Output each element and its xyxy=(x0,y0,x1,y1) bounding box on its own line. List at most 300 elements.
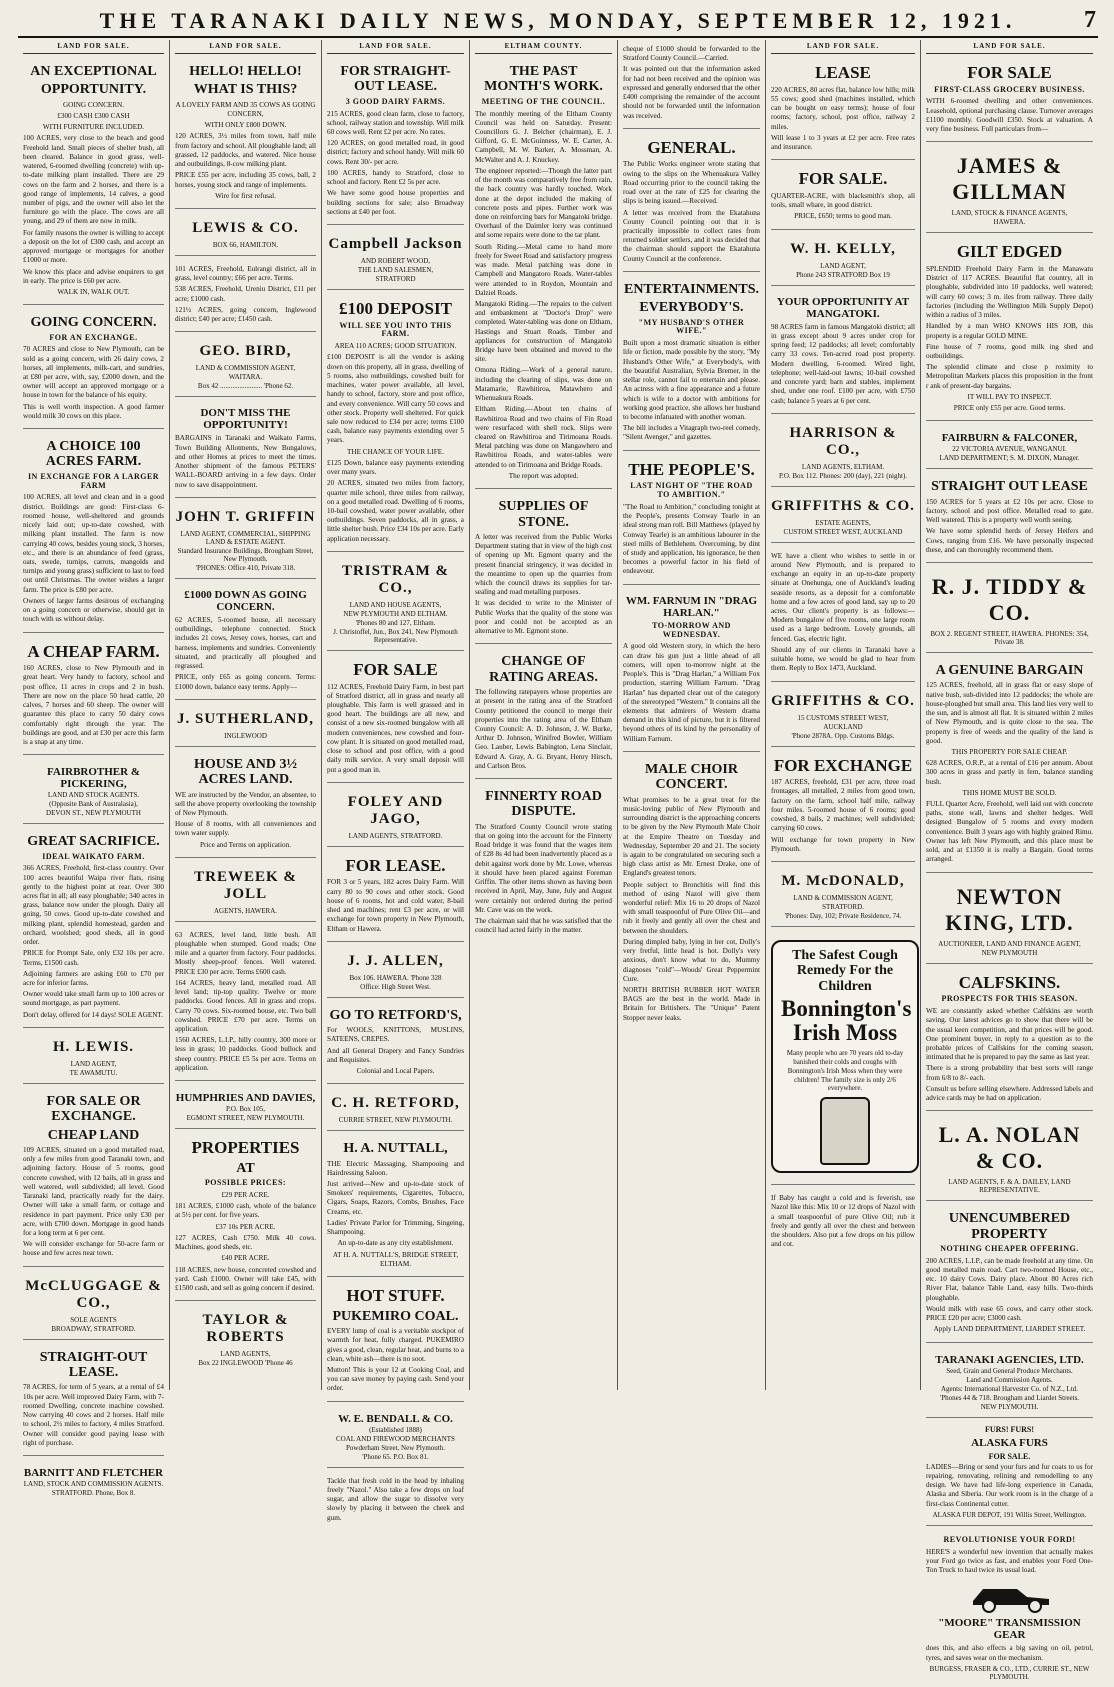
ad-text: A letter was received from the Public Works Department stating that in view of the high cost of opening up Mt. Egmont quarry and the present financial stringency, it was decided in the meantime to open up the quarries from which the council draws its supplies for tar-sealing and road metalling purposes. xyxy=(475,532,612,597)
column-header: LAND FOR SALE. xyxy=(771,40,915,54)
advertisement xyxy=(23,828,164,1028)
advertiser-address: CURRIE STREET, NEW PLYMOUTH. xyxy=(338,1116,453,1125)
ad-text: Should any of our clients in Taranaki have a suitable home, we would be glad to hear from them. Reply to Box 1473, Auckland. xyxy=(771,645,915,673)
advertiser-name: FAIRBROTHER & PICKERING, xyxy=(47,766,140,791)
advertiser-address: LAND & COMMISSION AGENT, xyxy=(195,364,296,373)
ad-heading: STRAIGHT OUT LEASE xyxy=(931,479,1088,495)
ad-text: WALK IN, WALK OUT. xyxy=(57,287,130,296)
advertiser-name: GEO. BIRD, xyxy=(199,343,292,360)
ad-text: AT H. A. NUTTALL'S, BRIDGE STREET, ELTHAM. xyxy=(332,1250,459,1268)
ad-text: PRICE, only £65 as going concern. Terms: £1000 down, balance easy terms. Apply— xyxy=(175,673,316,691)
ford-title: REVOLUTIONISE YOUR FORD! xyxy=(943,1534,1076,1544)
advertisement xyxy=(623,455,760,585)
ad-heading: HOUSE AND 3½ ACRES LAND. xyxy=(193,756,298,788)
advertiser-name: TAYLOR & ROBERTS xyxy=(202,1312,289,1346)
ad-text: EVERY lump of coal is a veritable stockpot of warmth for heat, fully charged. PUKEMIRO gives a good, clean, regular heat, and burns to a clean, white ash—there is no soot. xyxy=(327,1327,464,1363)
ad-text: £300 CASH £300 CASH xyxy=(57,112,130,120)
advertisement xyxy=(926,877,1093,964)
advertiser-address: THE LAND SALESMEN, xyxy=(357,265,434,274)
ad-heading: CHANGE OF RATING AREAS. xyxy=(489,654,598,685)
column-1 xyxy=(18,40,170,1497)
ad-text: 78 ACRES, for term of 5 years, at a rental of £4 10s per acre. Well improved Dairy Farm, with 7-roomed Dwelling, concrete machine cowshed. Now carrying 40 cows and 2 horses. Half mile to school, 2½ miles to factory, 4 miles Stratford. Owner will consider good paying lease with right of purchase. xyxy=(23,1383,164,1447)
ad-text: Consult us before selling elsewhere. Addressed labels and advice cards may be had on application. xyxy=(926,1084,1093,1103)
advertisement xyxy=(23,1344,164,1456)
advertiser-name: GRIFFITHS & CO. xyxy=(771,497,915,514)
ad-text: 120 ACRES, on good metalled road, in good district; factory and school handy. Will milk 60 cows. Rent 30/- per acre. xyxy=(327,139,464,166)
irish-moss-tagline: The Safest Cough Remedy For the Children xyxy=(792,948,898,994)
advertiser-address: LAND AGENT, COMMERCIAL, SHIPPING LAND & ESTATE AGENT. xyxy=(180,529,311,546)
ad-text: We have some good house properties and building sections for sale; also Broadway sections at £40 per foot. xyxy=(327,189,464,216)
ad-text: It was pointed out that the information asked for had not been received and the opinion was expressed and generally endorsed that the other £400 comprising the remainder of the account should not be forwarded until the information was received. xyxy=(623,65,760,120)
ad-text: South Riding.—Metal came to hand more freely for Sweet Road and satisfactory progress was made. Metal patching was done in Campbell and Mangatoro Roads. Water-tables were attended to in Roydon, Mountain and Dalziel Roads. xyxy=(475,242,612,297)
ad-text: Fine house of 7 rooms, good milk ing shed and outbuildings. xyxy=(926,342,1093,361)
advertiser-address: Land and Commission Agents. xyxy=(966,1375,1053,1384)
ad-text: Omona Riding.—Work of a general nature, including the clearing of slips, was done on Matamarie, Rawhitiroa, Matawhero and Whenuakura Roads. xyxy=(475,366,612,403)
advertisement xyxy=(926,1530,1093,1687)
advertiser-address: LAND AGENT, xyxy=(820,261,866,270)
ad-text: 160 ACRES, close to New Plymouth and in great heart. Very handy to factory, school and post office, 11 acres in crops and 2 in bush. There are now on the place 50 head cattle, 20 calves, 7 horses and 60 sheep. The owner will guarantee this place to carry 50 dairy cows comfortably right through the year. The buildings are good, and at £30 per acre this farm is a snap at any time. xyxy=(23,664,164,746)
furs-text: LADIES—Bring or send your furs and fur coats to us for repairing, renovating, relining and remodelling to any design. We have had life-long experience in Canada, Alaska and Siberia. Our work room is in the charge of a first-class Continental cutter. xyxy=(926,1462,1093,1508)
advertiser-name: LEWIS & CO. xyxy=(192,219,299,236)
ad-heading: 3 GOOD DAIRY FARMS. xyxy=(345,96,446,106)
advertiser-name: TARANAKI AGENCIES, LTD. xyxy=(935,1353,1084,1366)
advertiser-name: R. J. TIDDY & CO. xyxy=(931,574,1088,626)
advertisement xyxy=(175,1305,316,1373)
ad-text: 100 ACRES, very close to the beach and good Freehold land. Small pieces of shelter bush, all been cleared. Balance in good grass, well-watered, 6-roomed dwelling (concrete) with up-to-date milking plant installed. There are 29 cows on the farm and 2 horses, and there is a good range of implements, 14 calves, a good number of pigs, and the owner will also let the furniture go with the place. The cows are all young, and 29 of them are now in milk. xyxy=(23,134,164,226)
ad-heading: ENTERTAINMENTS. xyxy=(624,281,759,297)
advertiser-name: W. H. KELLY, xyxy=(790,240,896,257)
ad-text: Built upon a most dramatic situation is either life or fiction, made possible by the story, "My Husband's Other Wife," at Everybody's, with the beautiful Australian, Sylvia Bremer, in the stellar role, cannot fail to entertain and please. An actress with a fine appearance and a future which is wife to a doctor with ambitions for working good practice, she allows her husband to become infatuated with another woman. xyxy=(623,339,760,421)
ad-text: Owners of larger farms desirous of exchanging on a going concern or otherwise, should get in touch with us without delay. xyxy=(23,596,164,624)
advertiser-name: TRISTRAM & CO., xyxy=(341,562,450,596)
advertisement xyxy=(327,58,464,225)
column-header: ELTHAM COUNTY. xyxy=(475,40,612,54)
advertiser-name: TREWEEK & JOLL xyxy=(194,868,297,902)
advertiser-name: McCLUGGAGE & CO., xyxy=(25,1277,162,1311)
advertisement xyxy=(175,58,316,209)
ad-text: Mangatoki Riding.—The repairs to the culvert and embankment at "Doctor's Drop" were completed. Water-tabling was done on Eltham, Hastings and Stuart Roads. Timber and appliances for construction of Mangatoki Bridge have been obtained and moved to the site. xyxy=(475,299,612,364)
advertiser-name: JAMES & GILLMAN xyxy=(952,153,1067,205)
column-4 xyxy=(470,40,618,1390)
ad-heading: HOT STUFF. xyxy=(346,1286,445,1306)
advertiser-address: Box 22 INGLEWOOD 'Phone 46 xyxy=(198,1359,293,1368)
advertisement xyxy=(23,309,164,429)
advertiser-name: L. A. NOLAN & CO. xyxy=(938,1122,1081,1174)
ford-product-name: "MOORE" TRANSMISSION GEAR xyxy=(938,1617,1081,1642)
advertisement xyxy=(327,1406,464,1468)
ad-text: There is a strong probability that best sorts will range from 6/8 to 8/- each. xyxy=(926,1064,1093,1082)
advertiser-address: LAND, STOCK & FINANCE AGENTS, xyxy=(951,209,1068,218)
advertiser-address: LAND DEPARTMENT; S. M. DIXON, Manager. xyxy=(939,454,1080,463)
ford-address: BURGESS, FRASER & CO., LTD., CURRIE ST., NEW PLYMOUTH. xyxy=(929,1664,1090,1681)
advertiser-address: 'Phone 2878A. Opp. Customs Bldgs. xyxy=(791,731,895,740)
ad-text: 200 ACRES, L.I.P., can be made freehold at any time. On good metalled main road. Cart two-roomed House, etc., etc. 10 dairy Cows. Dairy place. About 80 Acres rich River Flat, balance Table Land, easy hills. Two-thirds ploughable. xyxy=(926,1256,1093,1302)
advertiser-address: TE AWAMUTU. xyxy=(69,1068,118,1077)
ad-heading: WM. FARNUM IN "DRAG HARLAN." xyxy=(625,594,758,619)
advertiser-address: WAITARA. xyxy=(228,373,263,382)
advertiser-address: LAND AGENTS, ELTHAM. xyxy=(801,462,885,471)
advertisement xyxy=(475,783,612,942)
ad-text: Would milk with ease 65 cows, and carry other stock. PRICE £20 per acre; £3000 cash. xyxy=(926,1304,1093,1323)
ad-text: 127 ACRES, Cash £750. Milk 40 cows. Machines, good sheds, etc. xyxy=(175,1233,316,1252)
advertiser-address: Box 106. HAWERA. 'Phone 328 xyxy=(349,973,442,982)
advertiser-address: (Opposite Bank of Australasia), xyxy=(49,800,138,809)
advertisement xyxy=(475,648,612,779)
ad-heading: "MY HUSBAND'S OTHER WIFE." xyxy=(638,317,745,336)
ad-text: Adjoining farmers are asking £60 to £70 per acre for inferior farms. xyxy=(23,969,164,987)
advertisement xyxy=(327,787,464,847)
irish-moss-brand: Bonnington's Irish Moss xyxy=(781,996,912,1046)
advertiser-address: LAND AGENTS, xyxy=(220,1350,271,1359)
ad-text: Don't delay, offered for 14 days! SOLE AGENT. xyxy=(23,1010,164,1019)
advertiser-address: LAND AGENTS, F. & A. DAILEY, LAND REPRESENTATIVE. xyxy=(948,1178,1071,1195)
advertiser-address: 'PHONES: Office 410, Private 318. xyxy=(195,563,296,572)
advertisement xyxy=(771,491,915,543)
advertiser-address: BOX 2. REGENT STREET, HAWERA. PHONES: 354, Private 38. xyxy=(930,630,1089,647)
advertiser-name: NEWTON KING, LTD. xyxy=(945,883,1074,935)
ad-text: Mutton! This is your 12 at Cooking Coal, and you can save money by paying cash. Send your order. xyxy=(327,1365,464,1393)
advertisement xyxy=(175,260,316,332)
advertiser-address: COAL AND FIREWOOD MERCHANTS xyxy=(336,1434,455,1443)
advertiser-address: AGENTS, HAWERA. xyxy=(213,906,278,915)
ad-text: 181 ACRES, £1000 cash, whole of the balance at 5½ per cent. for five years. xyxy=(175,1202,316,1220)
advertisement xyxy=(327,229,464,290)
ad-heading: FOR SALE xyxy=(967,63,1052,82)
ad-text: The chairman said that he was satisfied that the council had acted fairly in the matter. xyxy=(475,917,612,935)
ad-text: The bill includes a Vitagraph two-reel comedy, "Silent Avenger," and gazettes. xyxy=(623,424,760,442)
advertiser-address: BOX 66, HAMILTON. xyxy=(212,240,279,249)
ad-text: 538 ACRES, Freehold, Ureniu District, £11 per acre; £1000 cash. xyxy=(175,285,316,303)
advertiser-address: Standard Insurance Buildings, Brougham Street, New Plymouth. xyxy=(177,546,314,563)
furs-heading: FURS! FURS! xyxy=(984,1424,1035,1434)
ad-text: The Stratford County Council wrote stating that on going into the account for the Finnerty Road bridge it was found that the wages item of £28 8s 4d had been inadvertently placed as a debit against work done by Mr. Lowe, whereas it should have been placed against Foreman Griffin. The other items shown as having been received in April, May, June, July and August were certainly not ordered during the period Mr. Cave was on the work. xyxy=(475,822,612,914)
advertiser-address: LAND AND HOUSE AGENTS, xyxy=(349,600,442,609)
advertiser-address: (Established 1888) xyxy=(369,1425,422,1434)
irish-moss-copy: Many people who are 70 years old to-day banished their colds and coughs with Bonnington's Irish Moss when they were children! The family size is only 2/6 everywhere. xyxy=(786,1049,904,1093)
ad-text: A letter was received from the Ekatahuna County Council pointing out that it is practically impossible to collect rates from returned soldier settlers, and it was decided that the chairman should support the Ekatahuna County Council at the conference. xyxy=(623,208,760,263)
ad-text: It was decided to write to the Minister of Public Works that the quality of the stone was poor and could not be accepted as an alternative to Mt. Egmont stone. xyxy=(475,599,612,636)
ad-heading: NOTHING CHEAPER OFFERING. xyxy=(940,1244,1079,1254)
advertiser-address: DEVON ST., NEW PLYMOUTH xyxy=(46,809,141,818)
ad-text: The splendid climate and close p roximity to Metropolitan Markets places this proposition in the front r ank of present-day bargains. xyxy=(926,363,1093,390)
ad-text: WE are constantly asked whether Calfskins are worth saving. Our latest advices go to show that there will be the usual keen competition, and that prices will be good. One prominent buyer, in reply to a question as to the probable prices of Calfskins for the coming season, intimated that he is prepared to pay the same as last year. xyxy=(926,1007,1093,1062)
advertiser-address: STRATFORD xyxy=(375,274,416,283)
advertiser-address: 'Phones 44 & 718. Brougham and Liardet Streets. xyxy=(939,1393,1080,1402)
ad-text: The following ratepayers whose properties are at present in the rating area of the Stratford County petitioned the council to merge their properties into the rating area of the Eltham County Council: A. D. Johnson, J. W. Burke, Arthur D. Johnson, Winifred Bowler, William Geo. Lauber, Lewis Babington, Lena Sinclair, Edward A. Gray, A. G. Bryant, Henry Hirsch, and Carlson Bros. xyxy=(475,688,612,770)
newspaper-columns xyxy=(18,40,1098,1681)
ad-heading: THE PEOPLE'S. xyxy=(628,459,755,479)
ad-text: Owner would take small farm up to 100 acres or sound mortgage, as part payment. xyxy=(23,990,164,1008)
ad-text: PRICE, £650; terms to good man. xyxy=(794,212,892,221)
ad-heading: HELLO! HELLO! xyxy=(189,64,302,79)
ad-text: And all General Drapery and Fancy Sundries and Requisites. xyxy=(327,1046,464,1064)
advertisement xyxy=(23,759,164,824)
ad-heading: FOR STRAIGHT-OUT LEASE. xyxy=(340,64,451,95)
ad-text: We know this place and advise enquirers to get in early. The price is £60 per acre. xyxy=(23,267,164,285)
ad-text: 112 ACRES, Freehold Dairy Farm, in best part of Stratford district, all in grass and nearly all ploughable. This farm is well grassed and in good heart. The buildings are all new, and consist of a new six-roomed bungalow with all modern conveniences, new cowshed and four-cow plant. It is situated on good metalled road, close to school and post office, with a good daily milk service. A very small deposit will put a good man in. xyxy=(327,682,464,774)
advertiser-address: LAND & COMMISSION AGENT, xyxy=(793,894,893,902)
advertisement xyxy=(175,401,316,498)
ad-text: Will exchange for town property in New Plymouth. xyxy=(771,835,915,853)
column-7 xyxy=(921,40,1098,1681)
advertiser-name: JOHN T. GRIFFIN xyxy=(175,508,316,525)
ad-heading: GILT EDGED xyxy=(956,242,1063,262)
ad-text: IT WILL PAY TO INSPECT. xyxy=(967,392,1052,401)
ad-text: 98 ACRES farm in famous Mangatoki district; all in grass except about 9 acres under crop for spring feed; 12 paddocks; all level; comfortably carry 33 cows. Ten-acred road post property. Modern dwelling, 6-roomed. Wired light, telephone; well-laid-out lawns; 10-bail cowshed and concrete yard; barn and stables, implement shed, under one roof. £100 per acre, with £750 cash; balance 5 years at 6 per cent. xyxy=(771,322,915,405)
ad-heading: FOR SALE xyxy=(353,659,438,679)
medicine-bottle-icon xyxy=(820,1097,870,1165)
ad-text: A LOVELY FARM AND 35 COWS AS GOING CONCERN, xyxy=(175,100,316,118)
advertiser-address: NEW PLYMOUTH AND ELTHAM. xyxy=(343,609,448,618)
ad-text: AREA 110 ACRES; GOOD SITUATION. xyxy=(334,342,457,351)
ad-text: Tackle that fresh cold in the head by inhaling freely "Nazol." Also take a few drops on loaf sugar, and allow the sugar to dissolve very slowly by placing it between the cheek and gum. xyxy=(327,1476,464,1522)
masthead xyxy=(18,6,1098,38)
advertiser-address: NEW PLYMOUTH xyxy=(981,948,1038,957)
ad-heading: FOR AN EXCHANGE. xyxy=(49,332,138,342)
motor-car-icon xyxy=(965,1579,1055,1613)
ad-text: Colonial and Local Papers. xyxy=(356,1067,435,1075)
ad-text: Will lease 1 to 3 years at £2 per acre. Free rates and insurance. xyxy=(771,133,915,151)
advertisement xyxy=(327,556,464,651)
ad-text: People subject to Bronchitis will find this method of using Nazol will give them wonderful relief: Mix 16 to 20 drops of Nazol with small teaspoonful of Pure Olive Oil—and rub it freely and gently all over the chest and between the shoulders. xyxy=(623,880,760,935)
ad-text: This is well worth inspection. A good farmer would milk 30 cows on this place. xyxy=(23,402,164,420)
advertiser-name: M. McDONALD, xyxy=(781,873,905,889)
ad-text: 109 ACRES, situated on a good metalled road, only a few miles from good Taranaki town, and adjoining factory. House of 5 rooms, good concrete cowshed, with 12 bails, all in grass and well watered, well subdivided; all level. Good Taranaki land, practically ready for the dairy. Owner will take a small farm, or cottage and residence in part payment. Price only £30 per acre, with £700 down. Mortgage in good hands for a long term at 6 per cent. xyxy=(23,1146,164,1238)
advertisement xyxy=(23,1460,164,1503)
ad-text: 1560 ACRES, L.I.P., hilly country, 300 more or less in grass; 10 paddocks. Good bullock and sheep country. PRICE £5 5s per acre. Terms on application. xyxy=(175,1036,316,1072)
ad-heading: THE PAST MONTH'S WORK. xyxy=(484,64,603,95)
advertiser-address: Seed, Grain and General Produce Merchants. xyxy=(946,1366,1073,1375)
ad-text: 220 ACRES, 80 acres flat, balance low hills; milk 55 cows; good shed (machines installed, which can be bought on easy terms); house of four rooms; factory, school, post office, railway 2 miles. xyxy=(771,85,915,131)
advertisement xyxy=(771,866,915,927)
ad-heading: IN EXCHANGE FOR A LARGER FARM xyxy=(27,471,160,490)
advertisement xyxy=(771,234,915,286)
ad-text: WE are instructed by the Vendor, an absentee, to sell the above property overlooking the township of New Plymouth. xyxy=(175,790,316,817)
advertiser-address: LAND AGENT, xyxy=(70,1059,117,1068)
advertisement xyxy=(926,473,1093,563)
column-header: LAND FOR SALE. xyxy=(23,40,164,54)
advertisement xyxy=(771,418,915,487)
ad-text: THE Electric Massaging, Shampooing and Hairdressing Saloon. xyxy=(327,1159,464,1177)
advertisement xyxy=(623,40,760,129)
ad-text: A good old Western story, in which the hero can draw his gun just a little ahead of all comers, will open to-morrow night at the People's. This is "Drag Harlan," a William Fox production, starring William Farnum. "Drag Harlan" has departed clear out of the category of the stereotyped "Western." It contains all the elements that admirers of Western drama demand in this kind of picture, but it is filtered beyond others of its kind by the personality of William Farnum. xyxy=(623,642,760,743)
ad-text: What promises to be a great treat for the music-loving public of New Plymouth and surrounding district is the approaching concerts to be given by the New Plymouth Male Choir at the Empire Theatre on Tuesday and Wednesday, September 20 and 21. The society is again to be congratulated on securing such a high class artist as Mr. Ernest Drake, one of England's greatest tenors. xyxy=(623,795,760,878)
advertisement xyxy=(327,294,464,552)
ad-text: THIS PROPERTY FOR SALE CHEAP. xyxy=(951,747,1068,756)
ad-heading: GO TO RETFORD'S, xyxy=(329,1007,462,1023)
advertisement xyxy=(926,146,1093,233)
ad-heading: CALFSKINS. xyxy=(958,972,1061,992)
ad-text: The Public Works engineer wrote stating that owing to the slips on the Whenuakura Valley Road occurring prior to the council taking the road over at the rate of £25 for clearing the slips is being issued.—Received. xyxy=(623,160,760,206)
ad-text: BARGAINS in Taranaki and Waikato Farms, Town Building Allotments, New Bungalows, and other Homes at prices to meet the times. Another shipment of the famous PETERS' WALL-BOARD arriving in a few days. Order now to save disappointment. xyxy=(175,434,316,489)
advertisement xyxy=(771,547,915,682)
advertisement xyxy=(771,58,915,160)
ad-text: 164 ACRES, heavy land, metalled road. All level land; tip-top quality. Twelve or more paddocks. Good fences. All in grass and crops. Carry 70 cows. Six-roomed house, etc. Two ball cowshed. PRICE £70 per acre. Terms on application. xyxy=(175,978,316,1033)
advertisement xyxy=(23,637,164,756)
ad-text: An up-to-date as any city establishment. xyxy=(337,1239,454,1248)
advertiser-address: INGLEWOOD xyxy=(224,731,267,740)
advertiser-address: CUSTOM STREET WEST, AUCKLAND xyxy=(783,527,903,536)
ad-heading: IDEAL WAIKATO FARM. xyxy=(42,851,145,861)
advertiser-address: Box 42 ........................ 'Phone 62. xyxy=(197,382,294,391)
advertiser-address: J. Christoffel, Jun., Box 241, New Plymouth Representative. xyxy=(333,627,458,644)
ad-text: 125 ACRES, freehold, all in grass flat or easy slope of native bush, sub-divided into 12 paddocks; the whole are house-ploughed but small area. This land lies very well to the sun, and is almost all flat. It is situated within 2 miles of New Plymouth, and is quite close to the sea. The property is free of weeds and the quality of the land is good. xyxy=(926,681,1093,745)
ad-text: 121½ ACRES, going concern, Inglewood district; £40 per acre; £1450 cash. xyxy=(175,305,316,324)
ad-text: 150 ACRES for 5 years at £2 10s per acre. Close to factory, school and post office. Metalled road to gate. Well watered. This is a property well worth seeing. xyxy=(926,497,1093,525)
ad-text: PRICE only £55 per acre. Good terms. xyxy=(953,404,1066,413)
advertiser-address: NEW PLYMOUTH. xyxy=(980,1402,1039,1411)
advertiser-address: LAND AND STOCK AGENTS. xyxy=(47,791,140,800)
advertiser-name: J. J. ALLEN, xyxy=(347,952,444,969)
advertisement xyxy=(771,290,915,414)
advertiser-address: AND ROBERT WOOD, xyxy=(360,256,431,265)
ad-heading: YOUR OPPORTUNITY AT MANGATOKI. xyxy=(776,295,910,320)
furs-name: ALASKA FURS xyxy=(971,1436,1048,1449)
advertisement xyxy=(175,862,316,922)
furs-sub: FOR SALE. xyxy=(988,1451,1031,1461)
advertisement xyxy=(926,1205,1093,1342)
advertisement xyxy=(623,589,760,752)
ad-text: 118 ACRES, new house, concreted cowshed and yard. Cash £1000. Owner will take £45, with £1500 cash, and sell as going concern if desired. xyxy=(175,1265,316,1292)
ad-heading: CHEAP LAND xyxy=(47,1127,140,1143)
ad-text: 63 ACRES, level land, little bush. All ploughable when stumped. Good roads; One mile and a quarter from factory. Four paddocks. Mostly sheep-proof fences. Well watered. PRICE £30 per acre. Terms £600 cash. xyxy=(175,930,316,976)
ad-heading: £100 DEPOSIT xyxy=(339,298,452,318)
ad-text: Handled by a man WHO KNOWS HIS JOB, this property is a regular GOLD MINE. xyxy=(926,322,1093,340)
ad-text: 215 ACRES, good clean farm, close to factory, school, railway station and township. Will milk 60 cows well. Rent £2 per acre. No rates. xyxy=(327,109,464,137)
column-header: LAND FOR SALE. xyxy=(926,40,1093,54)
advertiser-name: H. LEWIS. xyxy=(52,1038,135,1055)
advertisement xyxy=(327,1088,464,1131)
ad-text: 101 ACRES, Freehold, Eulrangi district, all in grass, level country; £66 per acre. Terms. xyxy=(175,264,316,283)
ad-heading: £1000 DOWN AS GOING CONCERN. xyxy=(184,588,307,613)
ad-text: NORTH BRITISH RUBBER HOT WATER BAGS are the best in the world. Made in Britain for Britishers. The "Unique" Patent Stopper never leaks. xyxy=(623,986,760,1022)
ad-text: WITH FURNITURE INCLUDED. xyxy=(42,123,145,132)
advertiser-address: P.O. Box 112. Phones: 200 (day), 221 (night). xyxy=(778,471,908,480)
advertisement xyxy=(623,756,760,1030)
ad-text: For WOOLS, KNITTONS, MUSLINS, SATEENS, CREPES. xyxy=(327,1026,464,1044)
ad-text: The engineer reported:—Though the latter part of the month was comparatively free from rain, the back country was hardly touched. Work done at the depot included the making of concrete posts and pipes. Further work was done on reinforcing bars for Mangatoki bridge. Overhaul of the Daimler lorry was continued and some repairs were done to the tar plant. xyxy=(475,166,612,240)
advertiser-name: C. H. RETFORD, xyxy=(331,1095,460,1112)
ad-text: PRICE £55 per acre, including 35 cows, ball, 2 horses, young stock and range of implements. xyxy=(175,171,316,189)
ad-text: cheque of £1000 should be forwarded to the Stratford County Council.—Carried. xyxy=(623,45,760,63)
ad-text: "The Road to Ambition," concluding tonight at the People's, presents Conway Tearle in an ideal strong man roll. Bill Matthews (played by Conway Tearle) is an ambitious labourer in the steel mills of Bethlehem. Overcoming, by dint of study and application, his ignorance, he then becomes a powerful factor in his field of endeavour. xyxy=(623,502,760,576)
ad-text: £37 10s PER ACRE. xyxy=(215,1222,276,1231)
advertisement xyxy=(926,58,1093,142)
advertiser-address: Phone 243 STRATFORD Box 19 xyxy=(796,270,890,279)
advertisement xyxy=(175,751,316,858)
advertisement xyxy=(327,1135,464,1277)
advertisement xyxy=(23,1088,164,1267)
advertisement xyxy=(926,1422,1093,1526)
ad-text: Apply LAND DEPARTMENT, LIARDET STREET. xyxy=(933,1325,1086,1334)
ad-text: We have some splendid herds of Jersey Heifers and Cows, ranging from £16. We have personally inspected these, and can thoroughly recommend them. xyxy=(926,527,1093,554)
advertiser-name: FOLEY AND JAGO, xyxy=(347,793,444,827)
advertiser-address: EGMONT STREET, NEW PLYMOUTH. xyxy=(186,1114,305,1123)
ad-heading: A CHOICE 100 ACRES FARM. xyxy=(45,439,142,470)
ad-text: £125 Down, balance easy payments extending over many years. xyxy=(327,458,464,477)
advertiser-address: P.O. Box 105, xyxy=(225,1105,266,1114)
advertiser-address: LAND, STOCK AND COMMISSION AGENTS. xyxy=(23,1479,164,1488)
advertisement xyxy=(926,657,1093,873)
ad-heading: DON'T MISS THE OPPORTUNITY! xyxy=(200,407,291,432)
advertisement xyxy=(23,58,164,305)
advertiser-address: HAWERA. xyxy=(993,218,1026,227)
advertisement xyxy=(771,751,915,862)
ad-text: Just arrived—New and up-to-date stock of Smokers' requirements, Cigarettes, Tobacco, Cigars, Soaps, Razors, Combs, Brushes, Face Creams, etc. xyxy=(327,1180,464,1216)
advertisement xyxy=(175,926,316,1081)
ad-text: 100 ACRES, handy to Stratford, close to school and factory. Rent £2 5s per acre. xyxy=(327,168,464,187)
ad-text: QUARTER-ACRE, with blacksmith's shop, all tools, small whare, in good district. xyxy=(771,191,915,210)
ad-text: THE CHANCE OF YOUR LIFE. xyxy=(347,447,444,456)
advertisement xyxy=(771,931,915,1185)
ad-heading: GENERAL. xyxy=(647,137,736,157)
advertisement xyxy=(327,851,464,942)
advertiser-name: FAIRBURN & FALCONER, xyxy=(941,432,1078,445)
ad-heading: A GENUINE BARGAIN xyxy=(935,663,1084,679)
ad-text: FULL Quarter Acre, Freehold, well laid out with concrete paths, stone wall, lawns and shelter hedges. Well designed Bungalow of 5 rooms and every modern convenience. Built 3 years ago with highly grained Rimu. Owner has left New Plymouth, and this place must be sold, and at £1350 it is really a Bargain. Good terms arranged. xyxy=(926,800,1093,864)
advertisement xyxy=(175,1085,316,1129)
advertiser-address: 15 CUSTOMS STREET WEST, xyxy=(797,713,889,722)
advertisement xyxy=(926,1347,1093,1418)
ad-text: 100 ACRES, all level and clean and in a good district. Buildings are good: First-class 6-roomed house, well-sheltered and grounds nicely laid out; up-to-date cowshed, with milking plant installed. The farm is now carrying 40 cows, besides young stock, 3 horses, etc., and there is an abundance of feed (grass, oats, swede, turnips, carrots, mangolds and turnips and young grass) sufficient to last to feed out until Christmas. The owner wishes a larger farm. The price is £80 per acre. xyxy=(23,493,164,594)
advertiser-address: 'Phones 80 and 127, Eltham. xyxy=(355,618,436,627)
advertiser-name: BARNITT AND FLETCHER xyxy=(23,1466,164,1479)
ad-heading: FOR EXCHANGE xyxy=(773,755,913,775)
advertiser-address: AUCTIONEER, LAND AND FINANCE AGENT, xyxy=(938,939,1081,948)
advertiser-name: J. SUTHERLAND, xyxy=(177,710,314,727)
ad-heading: MEETING OF THE COUNCIL. xyxy=(481,96,606,106)
ad-text: SPLENDID Freehold Dairy Farm in the Manawatu District of 117 ACRES. Beautiful flat country, all in ploughable, subdivided into 10 paddocks, well watered; will carry 60 cows; 3 m. iles from railway. Three daily factories (including the Wellington Milk Supply Depot) within a radius of 3 miles. xyxy=(926,265,1093,320)
advertisement xyxy=(175,704,316,747)
ad-heading: OPPORTUNITY. xyxy=(40,82,147,98)
ad-text: £40 PER ACRE. xyxy=(221,1254,270,1263)
ad-heading: SUPPLIES OF STONE. xyxy=(498,499,589,530)
advertisement xyxy=(23,433,164,632)
column-2 xyxy=(170,40,322,1390)
ad-heading: PROPERTIES xyxy=(191,1138,300,1158)
irish-moss-advert xyxy=(771,940,919,1173)
page-number: 7 xyxy=(1084,7,1096,33)
advertisement xyxy=(771,1189,915,1256)
ad-text: THIS HOME MUST BE SOLD. xyxy=(962,788,1057,797)
newspaper-title: THE TARANAKI DAILY NEWS, MONDAY, SEPTEMBER 12, 1921. xyxy=(99,8,1017,33)
ad-text: 70 ACRES and close to New Plymouth, can be sold as a going concern, with 26 dairy cows, 2 horses, all implements, milk-cart, and sundries, at £80 per acre, with, say, £2000 down, and the owner will accept an approved mortgage or a house in town for the balance of his equity. xyxy=(23,345,164,400)
advertiser-name: Campbell Jackson xyxy=(328,235,463,252)
ad-text: £29 PER ACRE. xyxy=(221,1190,270,1199)
advertisement xyxy=(475,58,612,489)
advertiser-address: STRATFORD. Phone, Box 8. xyxy=(51,1488,136,1497)
advertisement xyxy=(175,1133,316,1301)
advertisement xyxy=(771,686,915,747)
advertiser-address: ESTATE AGENTS, xyxy=(815,518,871,527)
ford-lead: HERE'S a wonderful new invention that actually makes your Ford go twice as fast, and enables your Ford One-Ton Truck to haul twice its usual load. xyxy=(926,1547,1093,1574)
ad-heading: FOR SALE OR EXCHANGE. xyxy=(46,1093,141,1125)
column-6 xyxy=(766,40,921,1390)
advertisement xyxy=(175,336,316,397)
ad-text: 366 ACRES, Freehold, first-class country. Over 100 acres beautiful Waipa river flats, rising gently to the highest point at rear. Over 300 acres flat in all; all easy ploughable; 340 acres in grass, balance now under the plough. Dairy all going, 50 cows. Good up-to-date cowshed and milking plant, splendid homestead, garden and orchard, woolshed; good sheds, all in good order. xyxy=(23,864,164,947)
ad-text: We will consider exchange for 50-acre farm or house and few acres near town. xyxy=(23,1240,164,1258)
advertiser-address: Agents: International Harvester Co. of N.Z., Ltd. xyxy=(940,1384,1079,1393)
ad-heading: EVERYBODY'S. xyxy=(639,300,744,316)
ad-text: 120 ACRES, 3½ miles from town, half mile from factory and school. All ploughable land; all grassed, 12 paddocks, and watered. Nice house and outbuildings, 8-cow milking plant. xyxy=(175,132,316,169)
ad-text: Price and Terms on application. xyxy=(200,840,291,849)
advertisement xyxy=(175,502,316,579)
ad-heading: TO-MORROW AND WEDNESDAY. xyxy=(652,620,731,639)
ad-text: House of 8 rooms, with all conveniences and town water supply. xyxy=(175,820,316,838)
ad-heading: GREAT SACRIFICE. xyxy=(27,834,160,850)
ad-heading: H. A. NUTTALL, xyxy=(343,1141,448,1157)
ad-text: Eltham Riding.—About ten chains of Rawhitiroa Road and two chains of Fin Road were resurfaced with shell rock. Slips were cleared on Rawhitiroa and Tirimoana Roads. Metal patching was done on Mangawhero and Rawhitiroa Roads, and water-tables were attended to on Tirimoana and Bridge Roads. xyxy=(475,405,612,469)
